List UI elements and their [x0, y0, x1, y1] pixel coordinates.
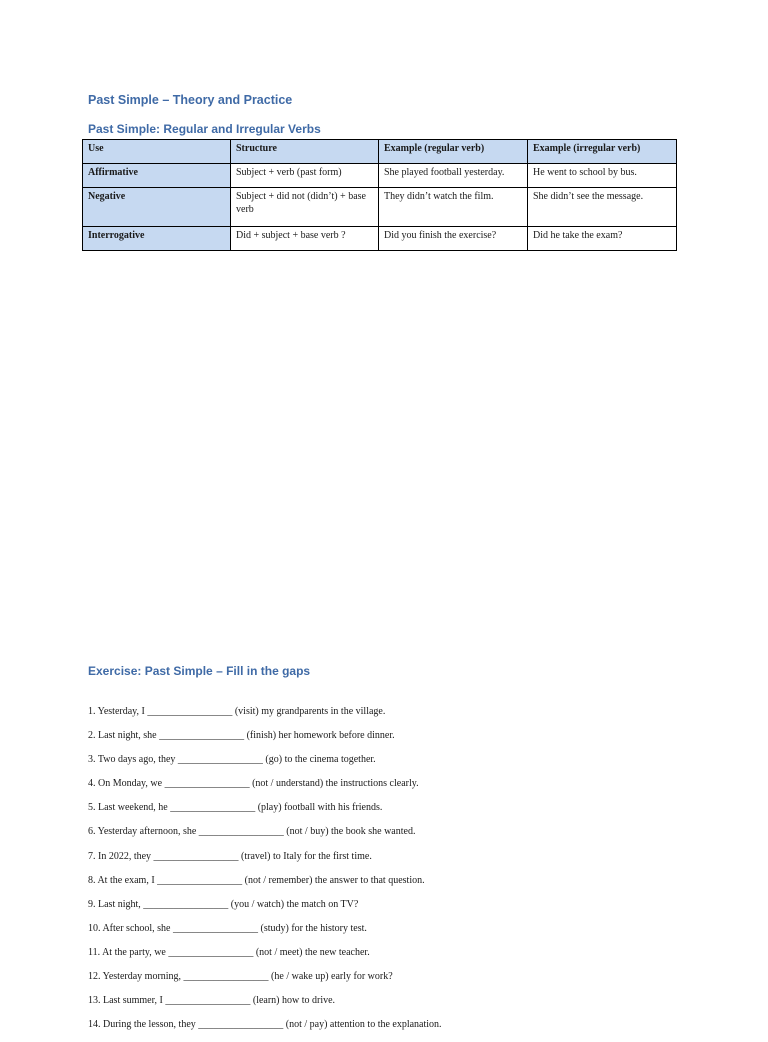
exercise-item: 5. Last weekend, he _________________ (play) football with his friends.: [88, 802, 383, 814]
irregular-example-cell: He went to school by bus.: [528, 164, 677, 188]
exercise-item: 13. Last summer, I _________________ (learn) how to drive.: [88, 995, 336, 1007]
table-row-interrogative: [83, 227, 677, 251]
exercise-item: 10. After school, she _________________ (study) for the history test.: [88, 922, 367, 934]
table-row-negative: [83, 188, 677, 227]
exercise-list: [88, 705, 708, 1042]
exercise-item: 6. Yesterday afternoon, she _________________ (not / buy) the book she wanted.: [88, 826, 416, 838]
row-label: Affirmative: [83, 164, 231, 188]
row-label: Interrogative: [83, 227, 231, 251]
exercise-item: 7. In 2022, they _________________ (travel) to Italy for the first time.: [88, 850, 372, 862]
exercise-heading: Exercise: Past Simple – Fill in the gaps: [88, 664, 311, 678]
table-row-affirmative: [83, 164, 677, 188]
exercise-item: 4. On Monday, we _________________ (not / understand) the instructions clearly.: [88, 778, 419, 790]
past-simple-table: [82, 139, 677, 251]
exercise-item: 9. Last night, _________________ (you / watch) the match on TV?: [88, 898, 359, 910]
structure-cell: Subject + did not (didn’t) + base verb: [231, 188, 379, 227]
exercise-item: 12. Yesterday morning, _________________ (he / wake up) early for work?: [88, 971, 393, 983]
column-header-structure: Structure: [231, 140, 379, 164]
table-header-row: [83, 140, 677, 164]
irregular-example-cell: Did he take the exam?: [528, 227, 677, 251]
column-header-regular-example: Example (regular verb): [379, 140, 528, 164]
regular-example-cell: Did you finish the exercise?: [379, 227, 528, 251]
row-label: Negative: [83, 188, 231, 227]
exercise-item: 8. At the exam, I _________________ (not / remember) the answer to that question.: [88, 874, 425, 886]
regular-example-cell: They didn’t watch the film.: [379, 188, 528, 227]
column-header-use: Use: [83, 140, 231, 164]
page-title: Past Simple – Theory and Practice: [88, 93, 293, 107]
table-section-heading: Past Simple: Regular and Irregular Verbs: [88, 122, 321, 136]
structure-cell: Subject + verb (past form): [231, 164, 379, 188]
exercise-item: 1. Yesterday, I _________________ (visit) my grandparents in the village.: [88, 706, 386, 717]
exercise-item: 3. Two days ago, they _________________ (go) to the cinema together.: [88, 754, 376, 766]
column-header-irregular-example: Example (irregular verb): [528, 140, 677, 164]
exercise-item: 11. At the party, we _________________ (not / meet) the new teacher.: [88, 946, 370, 958]
exercise-item: 14. During the lesson, they _________________ (not / pay) attention to the explanation.: [88, 1019, 442, 1031]
regular-example-cell: She played football yesterday.: [379, 164, 528, 188]
structure-cell: Did + subject + base verb ?: [231, 227, 379, 251]
irregular-example-cell: She didn’t see the message.: [528, 188, 677, 227]
exercise-item: 2. Last night, she _________________ (finish) her homework before dinner.: [88, 730, 395, 742]
